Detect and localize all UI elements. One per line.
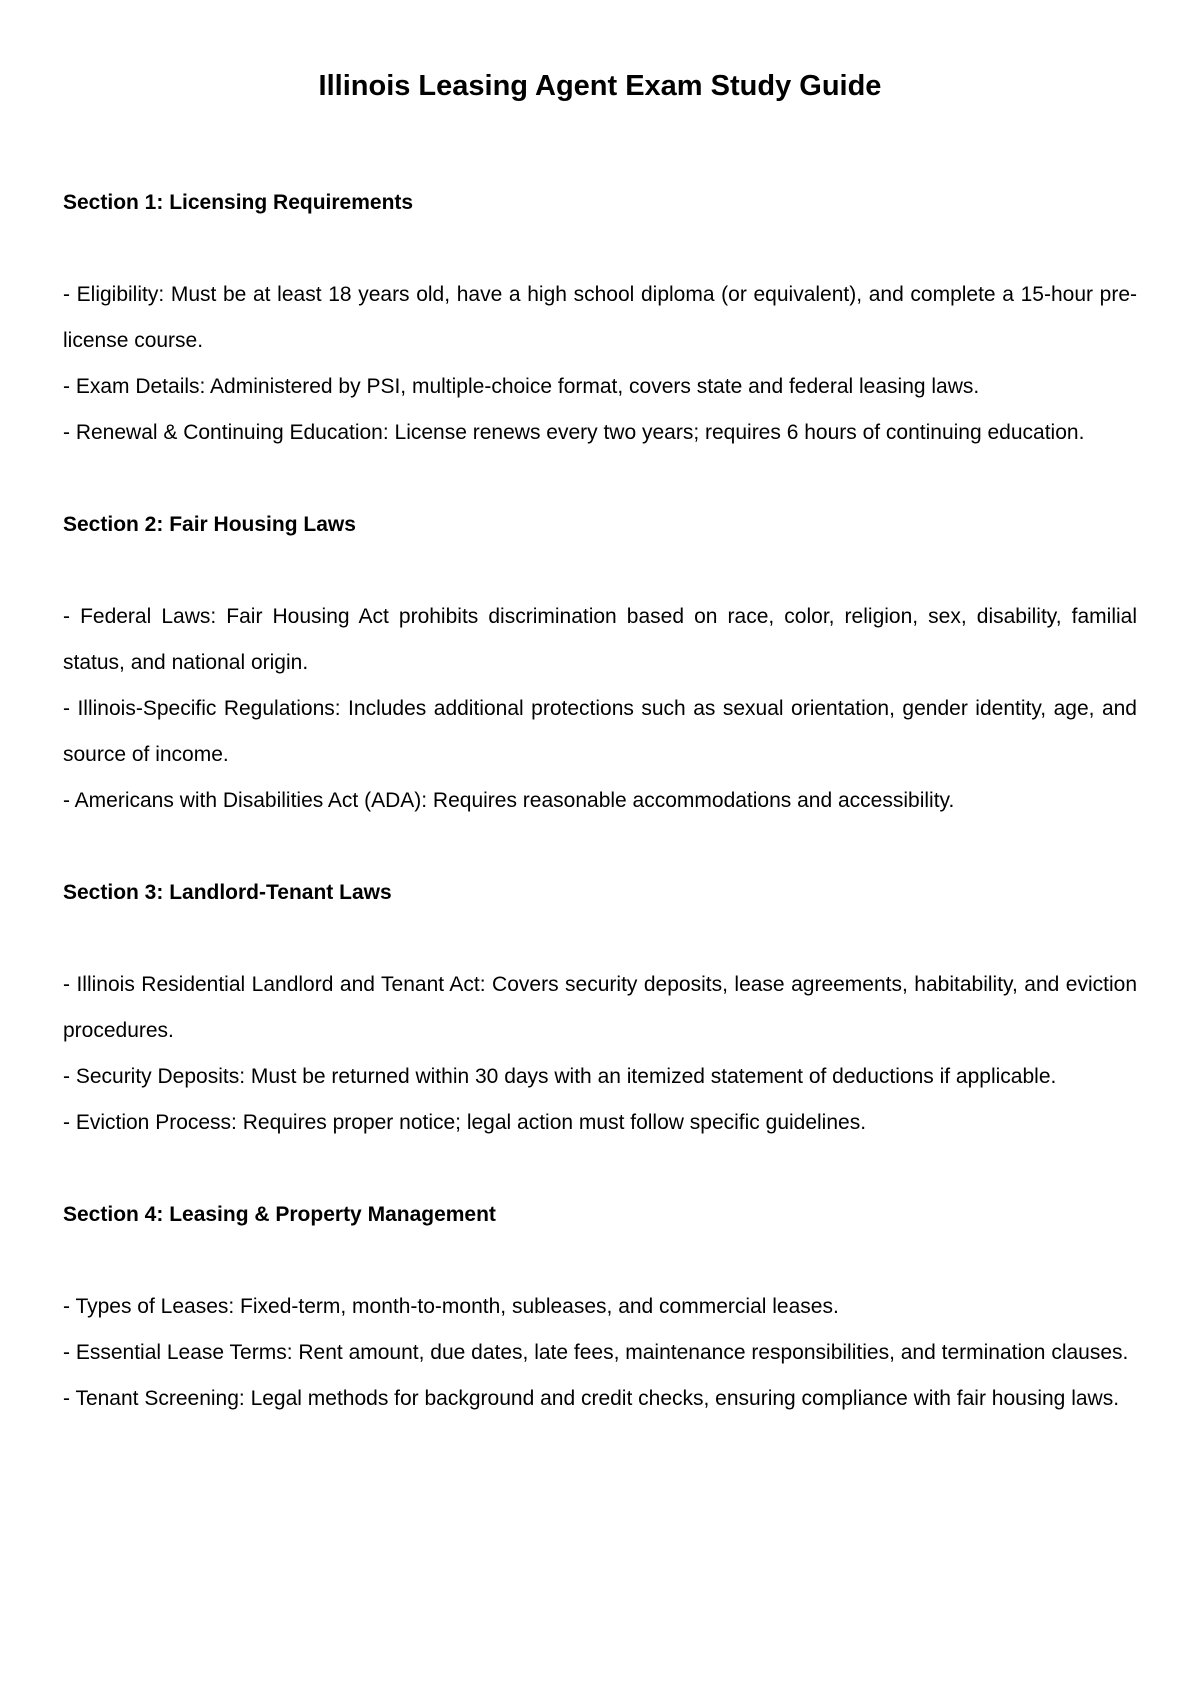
spacer	[63, 548, 1137, 594]
spacer	[63, 108, 1137, 154]
section-heading: Section 3: Landlord-Tenant Laws	[63, 881, 392, 904]
section-heading: Section 4: Leasing & Property Management	[63, 1203, 496, 1226]
section-fair-housing-laws	[63, 502, 1137, 824]
list-item: - Eligibility: Must be at least 18 years old, have a high school diploma (or equivalent), and complete a 15-hour pre-license course.	[63, 283, 1137, 352]
list-item: - Essential Lease Terms: Rent amount, due dates, late fees, maintenance responsibilities, and termination clauses.	[63, 1341, 1129, 1364]
list-item: - Illinois Residential Landlord and Tenant Act: Covers security deposits, lease agreements, habitability, and eviction procedures.	[63, 973, 1137, 1042]
section-landlord-tenant-laws	[63, 870, 1137, 1146]
spacer	[63, 1146, 1137, 1192]
list-item: - Federal Laws: Fair Housing Act prohibits discrimination based on race, color, religion, sex, disability, familial status, and national origin.	[63, 605, 1137, 674]
list-item: - Renewal & Continuing Education: License renews every two years; requires 6 hours of continuing education.	[63, 421, 1085, 444]
spacer	[63, 1238, 1137, 1284]
list-item: - Americans with Disabilities Act (ADA): Requires reasonable accommodations and accessibility.	[63, 789, 955, 812]
spacer	[63, 226, 1137, 272]
spacer	[63, 916, 1137, 962]
document-title: Illinois Leasing Agent Exam Study Guide	[318, 70, 882, 102]
section-heading: Section 1: Licensing Requirements	[63, 191, 414, 214]
spacer	[63, 824, 1137, 870]
list-item: - Illinois-Specific Regulations: Includes additional protections such as sexual orientation, gender identity, age, and source of income.	[63, 697, 1137, 766]
list-item: - Exam Details: Administered by PSI, multiple-choice format, covers state and federal leasing laws.	[63, 375, 980, 398]
section-licensing-requirements	[63, 180, 1137, 456]
list-item: - Eviction Process: Requires proper notice; legal action must follow specific guidelines.	[63, 1111, 867, 1134]
list-item: - Tenant Screening: Legal methods for background and credit checks, ensuring compliance with fair housing laws.	[63, 1387, 1120, 1410]
list-item: - Types of Leases: Fixed-term, month-to-month, subleases, and commercial leases.	[63, 1295, 839, 1318]
section-leasing-property-management	[63, 1192, 1137, 1422]
spacer	[63, 456, 1137, 502]
list-item: - Security Deposits: Must be returned within 30 days with an itemized statement of deductions if applicable.	[63, 1065, 1057, 1088]
section-heading: Section 2: Fair Housing Laws	[63, 513, 356, 536]
spacer	[63, 154, 1137, 180]
